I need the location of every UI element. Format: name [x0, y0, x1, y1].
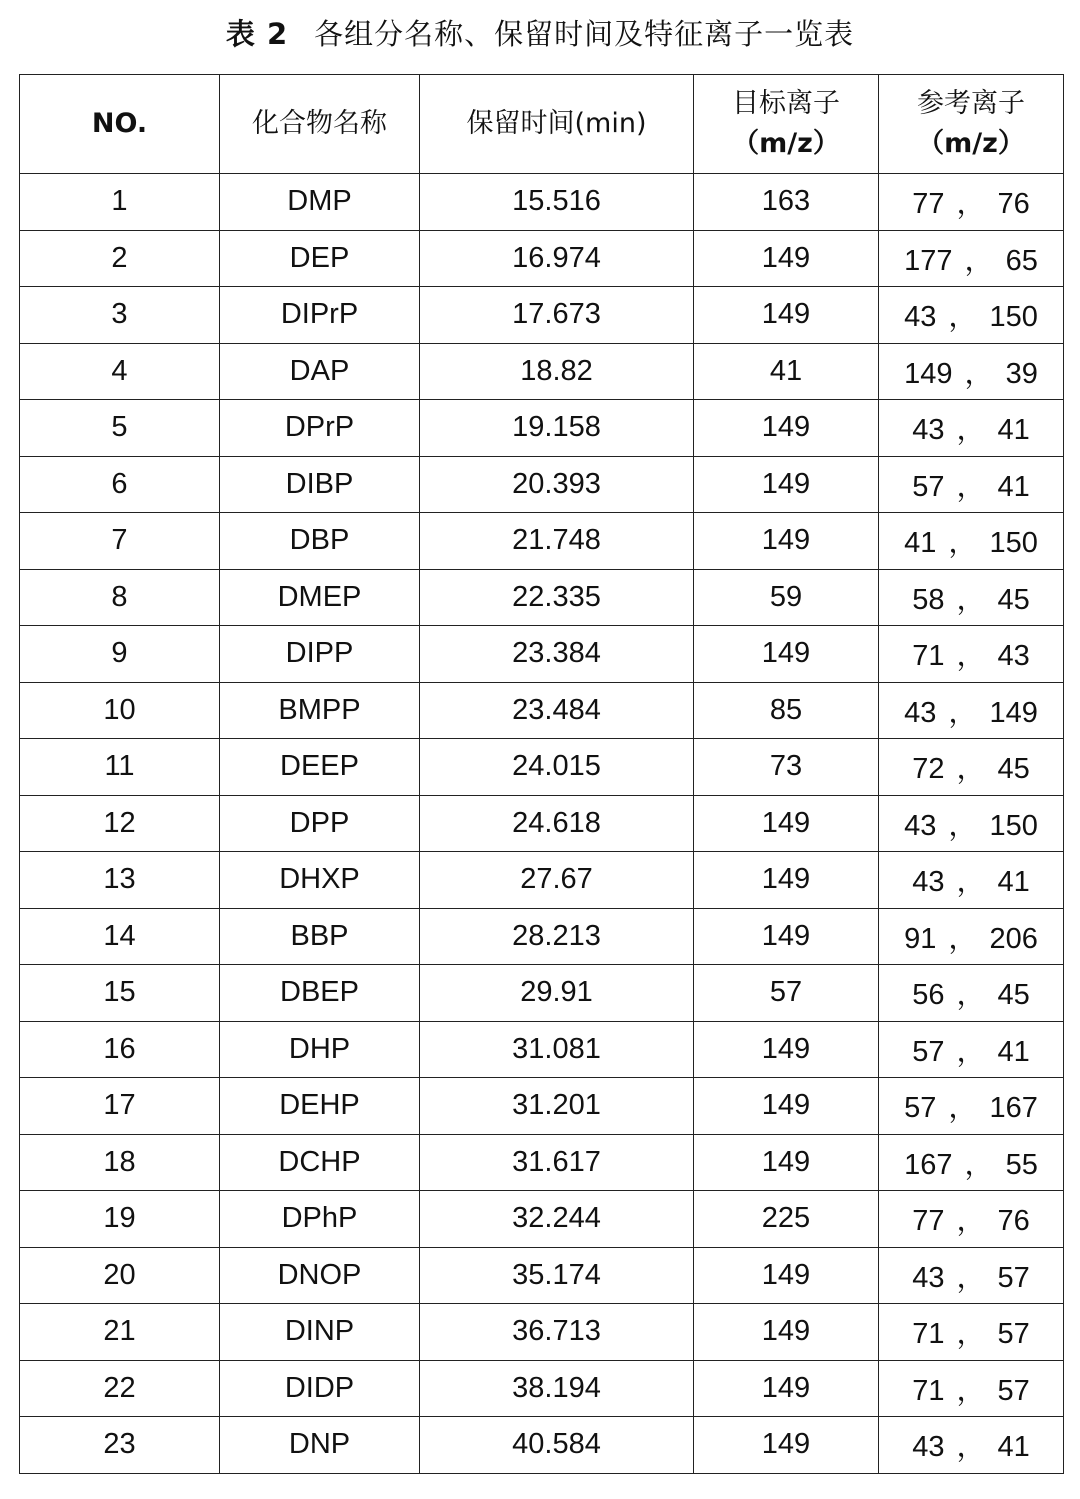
reference-ion-1: 149	[904, 357, 953, 390]
row-target-ion-cell: 57	[694, 965, 879, 1022]
row-compound-name-cell: DEHP	[220, 1078, 420, 1135]
row-target-ion-cell: 225	[694, 1191, 879, 1248]
reference-ion-2: 57	[997, 1318, 1030, 1351]
row-target-ion-cell: 149	[694, 795, 879, 852]
reference-ion-2: 57	[997, 1374, 1030, 1407]
row-reference-ion-cell	[879, 908, 1064, 965]
reference-ion-1: 71	[912, 640, 945, 673]
row-reference-ion-cell	[879, 795, 1064, 852]
row-reference-ion-cell	[879, 569, 1064, 626]
row-retention-time-cell: 18.82	[420, 343, 694, 400]
reference-ion-2: 45	[997, 979, 1030, 1012]
row-reference-ion-cell	[879, 400, 1064, 457]
row-no-cell: 22	[20, 1360, 220, 1417]
reference-ion-separator: ，	[956, 979, 986, 1012]
row-target-ion-cell: 149	[694, 1417, 879, 1474]
row-compound-name-cell: DNP	[220, 1417, 420, 1474]
table-row	[20, 1304, 1064, 1361]
reference-ion-separator: ，	[956, 640, 986, 673]
row-target-ion-cell: 149	[694, 1078, 879, 1135]
row-retention-time-cell: 29.91	[420, 965, 694, 1022]
reference-ion-1: 43	[904, 301, 937, 334]
row-no-cell: 5	[20, 400, 220, 457]
row-compound-name-cell: DPP	[220, 795, 420, 852]
table-body	[20, 174, 1064, 1474]
row-reference-ion-cell	[879, 174, 1064, 231]
row-target-ion-cell: 149	[694, 626, 879, 683]
table-row	[20, 908, 1064, 965]
row-retention-time-cell: 31.201	[420, 1078, 694, 1135]
reference-ion-1: 43	[912, 866, 945, 899]
reference-ion-1: 77	[912, 188, 945, 221]
row-retention-time-cell: 19.158	[420, 400, 694, 457]
reference-ion-separator: ，	[956, 414, 986, 447]
row-retention-time-cell: 21.748	[420, 513, 694, 570]
row-no-cell: 21	[20, 1304, 220, 1361]
row-compound-name-cell: DIBP	[220, 456, 420, 513]
reference-ion-1: 91	[904, 922, 937, 955]
row-compound-name-cell: DAP	[220, 343, 420, 400]
reference-ion-2: 150	[989, 527, 1038, 560]
reference-ion-2: 45	[997, 583, 1030, 616]
row-retention-time-cell: 40.584	[420, 1417, 694, 1474]
reference-ion-1: 43	[912, 1261, 945, 1294]
row-no-cell: 11	[20, 739, 220, 796]
row-target-ion-cell: 73	[694, 739, 879, 796]
row-no-cell: 12	[20, 795, 220, 852]
row-retention-time-cell: 27.67	[420, 852, 694, 909]
row-compound-name-cell: BMPP	[220, 682, 420, 739]
reference-ion-2: 150	[989, 301, 1038, 334]
reference-ion-2: 76	[997, 188, 1030, 221]
table-row	[20, 739, 1064, 796]
reference-ion-separator: ，	[956, 1431, 986, 1464]
table-row	[20, 400, 1064, 457]
header-no: NO.	[20, 75, 220, 174]
reference-ion-2: 41	[997, 414, 1030, 447]
reference-ion-1: 43	[904, 696, 937, 729]
row-reference-ion-cell	[879, 456, 1064, 513]
reference-ion-2: 55	[1005, 1148, 1038, 1181]
reference-ion-2: 206	[989, 922, 1038, 955]
row-no-cell: 1	[20, 174, 220, 231]
reference-ion-1: 56	[912, 979, 945, 1012]
row-target-ion-cell: 149	[694, 1360, 879, 1417]
row-compound-name-cell: DBEP	[220, 965, 420, 1022]
reference-ion-2: 167	[989, 1092, 1038, 1125]
reference-ion-1: 57	[904, 1092, 937, 1125]
row-no-cell: 23	[20, 1417, 220, 1474]
reference-ion-separator: ，	[956, 866, 986, 899]
reference-ion-separator: ，	[956, 1318, 986, 1351]
row-reference-ion-cell	[879, 852, 1064, 909]
row-retention-time-cell: 24.015	[420, 739, 694, 796]
reference-ion-1: 43	[904, 809, 937, 842]
table-row	[20, 513, 1064, 570]
reference-ion-2: 65	[1005, 244, 1038, 277]
row-no-cell: 14	[20, 908, 220, 965]
reference-ion-separator: ，	[956, 1374, 986, 1407]
header-target-ion-label: 目标离子	[732, 88, 840, 119]
table-row	[20, 569, 1064, 626]
table-row	[20, 230, 1064, 287]
row-no-cell: 18	[20, 1134, 220, 1191]
row-retention-time-cell: 20.393	[420, 456, 694, 513]
reference-ion-separator: ，	[948, 809, 978, 842]
row-compound-name-cell: DCHP	[220, 1134, 420, 1191]
header-reference-ion-label: 参考离子	[917, 88, 1025, 119]
row-reference-ion-cell	[879, 1078, 1064, 1135]
row-retention-time-cell: 15.516	[420, 174, 694, 231]
row-compound-name-cell: DMP	[220, 174, 420, 231]
reference-ion-separator: ，	[956, 1035, 986, 1068]
row-retention-time-cell: 24.618	[420, 795, 694, 852]
row-retention-time-cell: 16.974	[420, 230, 694, 287]
reference-ion-separator: ，	[956, 470, 986, 503]
reference-ion-2: 45	[997, 753, 1030, 786]
row-no-cell: 3	[20, 287, 220, 344]
row-compound-name-cell: DIDP	[220, 1360, 420, 1417]
row-compound-name-cell: DIPP	[220, 626, 420, 683]
row-compound-name-cell: DHXP	[220, 852, 420, 909]
row-target-ion-cell: 163	[694, 174, 879, 231]
row-reference-ion-cell	[879, 682, 1064, 739]
row-reference-ion-cell	[879, 1247, 1064, 1304]
row-reference-ion-cell	[879, 343, 1064, 400]
row-no-cell: 7	[20, 513, 220, 570]
row-compound-name-cell: DEP	[220, 230, 420, 287]
row-compound-name-cell: DINP	[220, 1304, 420, 1361]
row-no-cell: 15	[20, 965, 220, 1022]
header-target-ion	[694, 75, 879, 174]
row-no-cell: 10	[20, 682, 220, 739]
header-compound-name: 化合物名称	[220, 75, 420, 174]
row-no-cell: 17	[20, 1078, 220, 1135]
table-row	[20, 1360, 1064, 1417]
row-reference-ion-cell	[879, 739, 1064, 796]
header-reference-ion-unit: （m/z）	[917, 128, 1025, 159]
table-row	[20, 1134, 1064, 1191]
compound-table	[19, 74, 1064, 1474]
row-target-ion-cell: 149	[694, 908, 879, 965]
reference-ion-2: 41	[997, 866, 1030, 899]
reference-ion-separator: ，	[964, 357, 994, 390]
row-retention-time-cell: 22.335	[420, 569, 694, 626]
reference-ion-2: 149	[989, 696, 1038, 729]
table-row	[20, 1191, 1064, 1248]
row-compound-name-cell: DEEP	[220, 739, 420, 796]
row-reference-ion-cell	[879, 1304, 1064, 1361]
row-target-ion-cell: 149	[694, 400, 879, 457]
row-compound-name-cell: DIPrP	[220, 287, 420, 344]
table-row	[20, 965, 1064, 1022]
reference-ion-1: 57	[912, 470, 945, 503]
reference-ion-2: 150	[989, 809, 1038, 842]
reference-ion-separator: ，	[956, 1205, 986, 1238]
reference-ion-1: 77	[912, 1205, 945, 1238]
row-reference-ion-cell	[879, 287, 1064, 344]
row-reference-ion-cell	[879, 1134, 1064, 1191]
row-retention-time-cell: 38.194	[420, 1360, 694, 1417]
table-title: 各组分名称、保留时间及特征离子一览表	[314, 17, 855, 51]
row-reference-ion-cell	[879, 230, 1064, 287]
reference-ion-2: 76	[997, 1205, 1030, 1238]
row-reference-ion-cell	[879, 965, 1064, 1022]
reference-ion-separator: ，	[948, 696, 978, 729]
row-target-ion-cell: 149	[694, 456, 879, 513]
reference-ion-1: 177	[904, 244, 953, 277]
row-retention-time-cell: 31.081	[420, 1021, 694, 1078]
row-no-cell: 2	[20, 230, 220, 287]
row-target-ion-cell: 85	[694, 682, 879, 739]
row-no-cell: 4	[20, 343, 220, 400]
reference-ion-2: 41	[997, 1035, 1030, 1068]
row-target-ion-cell: 149	[694, 1134, 879, 1191]
header-retention-time: 保留时间(min)	[420, 75, 694, 174]
row-reference-ion-cell	[879, 626, 1064, 683]
row-target-ion-cell: 149	[694, 1304, 879, 1361]
row-no-cell: 6	[20, 456, 220, 513]
reference-ion-separator: ，	[964, 1148, 994, 1181]
reference-ion-separator: ，	[948, 1092, 978, 1125]
table-row	[20, 1021, 1064, 1078]
row-retention-time-cell: 32.244	[420, 1191, 694, 1248]
row-target-ion-cell: 149	[694, 1247, 879, 1304]
row-no-cell: 16	[20, 1021, 220, 1078]
table-row	[20, 795, 1064, 852]
table-row	[20, 1417, 1064, 1474]
row-compound-name-cell: BBP	[220, 908, 420, 965]
reference-ion-1: 57	[912, 1035, 945, 1068]
reference-ion-separator: ，	[948, 922, 978, 955]
row-no-cell: 9	[20, 626, 220, 683]
table-number: 表 2	[225, 17, 289, 51]
row-reference-ion-cell	[879, 1191, 1064, 1248]
reference-ion-1: 71	[912, 1374, 945, 1407]
reference-ion-2: 41	[997, 1431, 1030, 1464]
row-target-ion-cell: 149	[694, 287, 879, 344]
row-no-cell: 20	[20, 1247, 220, 1304]
reference-ion-1: 72	[912, 753, 945, 786]
row-reference-ion-cell	[879, 1417, 1064, 1474]
table-row	[20, 1078, 1064, 1135]
header-reference-ion	[879, 75, 1064, 174]
row-retention-time-cell: 23.384	[420, 626, 694, 683]
table-row	[20, 456, 1064, 513]
row-retention-time-cell: 36.713	[420, 1304, 694, 1361]
reference-ion-separator: ，	[956, 188, 986, 221]
row-target-ion-cell: 59	[694, 569, 879, 626]
header-row	[20, 75, 1064, 174]
reference-ion-1: 41	[904, 527, 937, 560]
reference-ion-separator: ，	[956, 583, 986, 616]
reference-ion-2: 57	[997, 1261, 1030, 1294]
reference-ion-1: 58	[912, 583, 945, 616]
row-no-cell: 13	[20, 852, 220, 909]
reference-ion-separator: ，	[956, 753, 986, 786]
reference-ion-1: 167	[904, 1148, 953, 1181]
table-row	[20, 682, 1064, 739]
row-compound-name-cell: DHP	[220, 1021, 420, 1078]
row-compound-name-cell: DNOP	[220, 1247, 420, 1304]
table-row	[20, 626, 1064, 683]
row-target-ion-cell: 149	[694, 1021, 879, 1078]
reference-ion-1: 43	[912, 414, 945, 447]
row-compound-name-cell: DPrP	[220, 400, 420, 457]
row-reference-ion-cell	[879, 1021, 1064, 1078]
row-retention-time-cell: 23.484	[420, 682, 694, 739]
row-retention-time-cell: 28.213	[420, 908, 694, 965]
row-no-cell: 19	[20, 1191, 220, 1248]
reference-ion-2: 41	[997, 470, 1030, 503]
table-caption	[0, 14, 1080, 54]
table-row	[20, 343, 1064, 400]
row-compound-name-cell: DBP	[220, 513, 420, 570]
row-reference-ion-cell	[879, 1360, 1064, 1417]
reference-ion-2: 43	[997, 640, 1030, 673]
table-row	[20, 1247, 1064, 1304]
header-target-ion-unit: （m/z）	[732, 128, 840, 159]
row-compound-name-cell: DPhP	[220, 1191, 420, 1248]
row-no-cell: 8	[20, 569, 220, 626]
reference-ion-separator: ，	[948, 301, 978, 334]
row-target-ion-cell: 149	[694, 852, 879, 909]
table-row	[20, 287, 1064, 344]
row-target-ion-cell: 149	[694, 513, 879, 570]
row-retention-time-cell: 31.617	[420, 1134, 694, 1191]
row-reference-ion-cell	[879, 513, 1064, 570]
reference-ion-separator: ，	[948, 527, 978, 560]
row-compound-name-cell: DMEP	[220, 569, 420, 626]
row-target-ion-cell: 149	[694, 230, 879, 287]
reference-ion-separator: ，	[964, 244, 994, 277]
row-target-ion-cell: 41	[694, 343, 879, 400]
table-row	[20, 852, 1064, 909]
table-row	[20, 174, 1064, 231]
row-retention-time-cell: 17.673	[420, 287, 694, 344]
row-retention-time-cell: 35.174	[420, 1247, 694, 1304]
reference-ion-1: 43	[912, 1431, 945, 1464]
reference-ion-separator: ，	[956, 1261, 986, 1294]
reference-ion-2: 39	[1005, 357, 1038, 390]
reference-ion-1: 71	[912, 1318, 945, 1351]
